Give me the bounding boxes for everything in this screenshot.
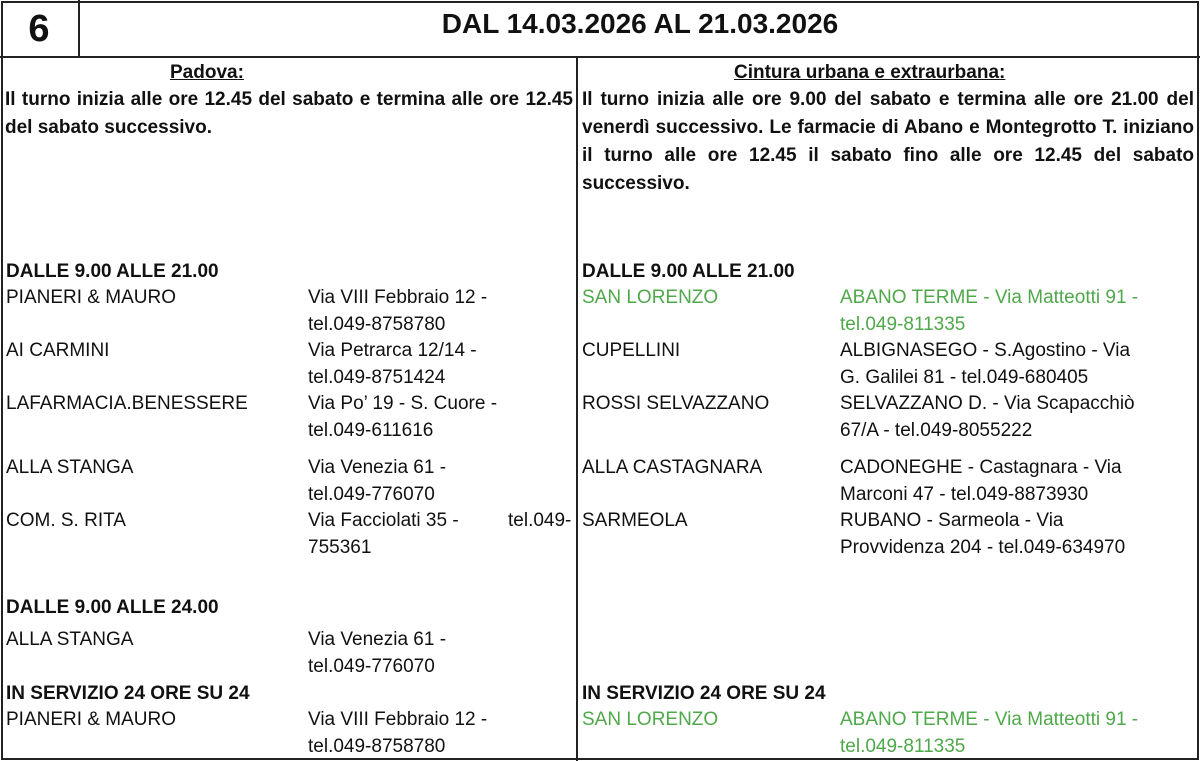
pharmacy-name: ALLA STANGA [6,629,134,650]
pharmacy-phone: tel.049-811335 [840,314,966,335]
pharmacy-name: AI CARMINI [6,340,110,361]
week-number: 6 [28,8,50,50]
pharmacy-name: ALLA STANGA [6,457,134,478]
pharmacy-name: ALLA CASTAGNARA [582,457,763,478]
pharmacy-address: Via Venezia 61 - [308,457,447,478]
pharmacy-address: Via Petrarca 12/14 - [308,340,477,361]
pharmacy-phone: G. Galilei 81 - tel.049-680405 [840,367,1089,388]
pharmacy-name: SAN LORENZO [582,287,719,308]
pharmacy-name: SARMEOLA [582,510,688,531]
pharmacy-phone: 755361 [308,537,372,558]
pharmacy-address: Via Venezia 61 - [308,629,447,650]
pharmacy-phone: tel.049-776070 [308,656,435,677]
pharmacy-phone: tel.049-811335 [840,736,966,757]
left-intro: Il turno inizia alle ore 12.45 del sabato e termina alle ore 12.45 del sabato successivo. [5,89,573,138]
pharmacy-address: ALBIGNASEGO - S.Agostino - Via [840,340,1131,361]
pharmacy-name: ROSSI SELVAZZANO [582,393,770,414]
pharmacy-phone: Marconi 47 - tel.049-8873930 [840,484,1089,505]
right-intro: Il turno inizia alle ore 9.00 del sabato e termina alle ore 21.00 del venerdì successivo. Le farmacie di Abano e Montegrotto T. iniziano il turno alle ore 12.45 il sabato fino alle ore 12.45 del sabato successivo. [582,89,1194,194]
pharmacy-name: LAFARMACIA.BENESSERE [6,393,248,414]
pharmacy-name: PIANERI & MAURO [6,287,176,308]
pharmacy-phone: tel.049-8758780 [308,736,446,757]
pharmacy-phone: tel.049-776070 [308,484,435,505]
pharmacy-phone: Provvidenza 204 - tel.049-634970 [840,537,1126,558]
pharmacy-address: CADONEGHE - Castagnara - Via [840,457,1122,478]
section-heading: DALLE 9.00 ALLE 24.00 [6,597,219,618]
pharmacy-address: ABANO TERME - Via Matteotti 91 - [840,287,1139,308]
pharmacy-address: Via VIII Febbraio 12 - [308,287,488,308]
pharmacy-name: PIANERI & MAURO [6,709,176,730]
pharmacy-address: Via Po’ 19 - S. Cuore - [308,393,498,414]
pharmacy-address: ABANO TERME - Via Matteotti 91 - [840,709,1139,730]
pharmacy-address: RUBANO - Sarmeola - Via [840,510,1064,531]
pharmacy-address: SELVAZZANO D. - Via Scapacchiò [840,393,1135,414]
right-subtitle: Cintura urbana e extraurbana: [734,62,1006,83]
section-heading: DALLE 9.00 ALLE 21.00 [582,261,795,282]
pharmacy-phone: tel.049-8758780 [308,314,446,335]
section-heading: DALLE 9.00 ALLE 21.00 [6,261,219,282]
pharmacy-name: COM. S. RITA [6,510,126,531]
pharmacy-address: Via Facciolati 35 - [308,510,459,531]
section-heading: IN SERVIZIO 24 ORE SU 24 [582,683,826,704]
divider [576,57,578,761]
pharmacy-phone: tel.049-611616 [308,420,434,441]
pharmacy-name: CUPELLINI [582,340,681,361]
pharmacy-name: SAN LORENZO [582,709,719,730]
pharmacy-phone: tel.049-8751424 [308,367,446,388]
section-heading: IN SERVIZIO 24 ORE SU 24 [6,683,250,704]
pharmacy-phone: 67/A - tel.049-8055222 [840,420,1033,441]
pharmacy-address: Via VIII Febbraio 12 - [308,709,488,730]
pharmacy-phone: tel.049- [508,510,572,531]
left-subtitle: Padova: [170,62,244,83]
page-title: DAL 14.03.2026 AL 21.03.2026 [441,8,839,39]
divider [0,56,1200,58]
